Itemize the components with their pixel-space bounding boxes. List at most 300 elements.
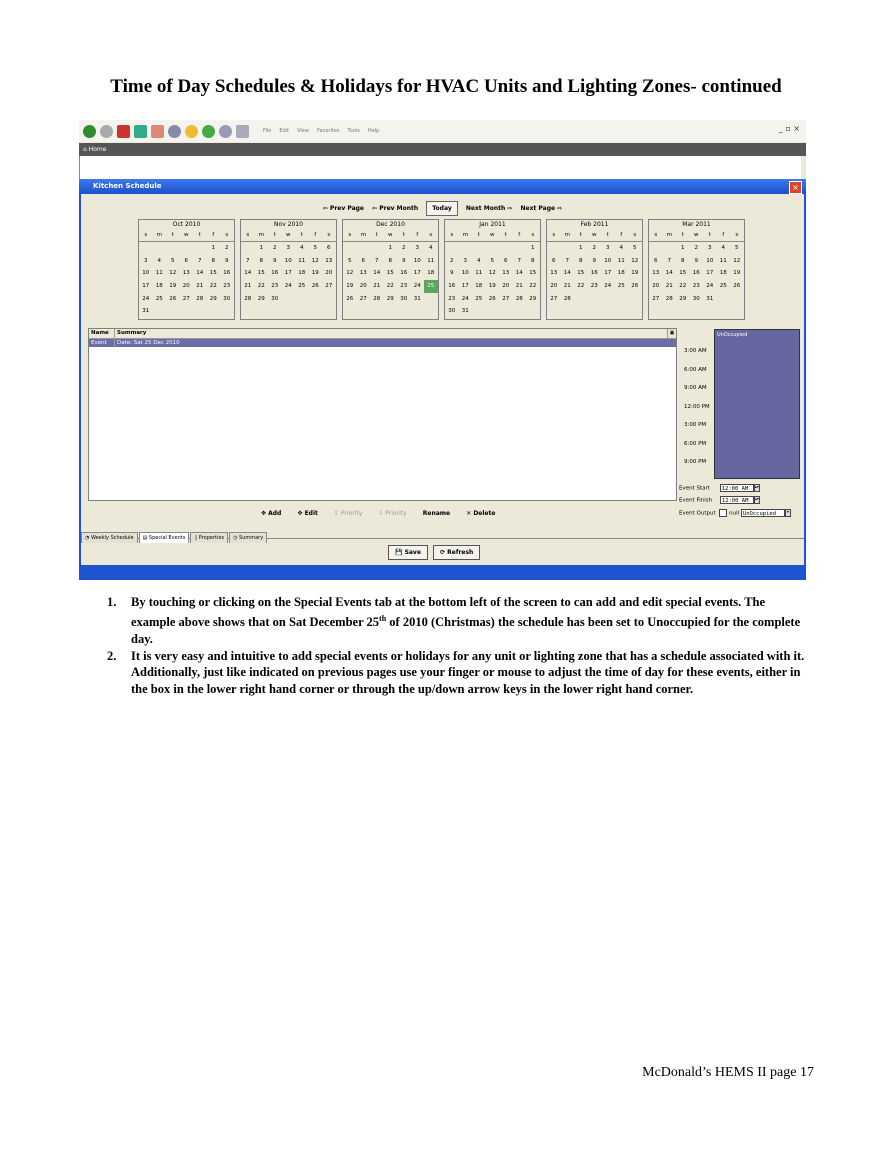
day-cell[interactable]: 28: [373, 295, 381, 302]
day-cell[interactable]: 2: [694, 245, 698, 251]
start-spinner-icon[interactable]: ▴▾: [754, 484, 760, 492]
day-cell[interactable]: 4: [300, 245, 304, 251]
day-cell[interactable]: 18: [475, 283, 483, 290]
week-row: [547, 293, 642, 306]
day-cell: [649, 305, 663, 318]
day-cell: [676, 305, 690, 318]
day-cell[interactable]: 17: [284, 270, 292, 277]
day-cell[interactable]: 11: [155, 270, 163, 277]
list-text-continued: of 2010 (Christmas) the schedule has been set to Unoccupied for the complete day.: [131, 614, 801, 646]
day-cell[interactable]: 14: [244, 270, 252, 277]
month-title: Dec 2010: [376, 221, 405, 228]
day-cell[interactable]: 24: [284, 283, 292, 290]
day-cell[interactable]: 19: [311, 270, 319, 277]
tab-properties[interactable]: [190, 532, 228, 543]
tab-special-events[interactable]: [139, 532, 190, 543]
week-row: [139, 293, 234, 306]
day-cell[interactable]: 12: [631, 257, 639, 264]
day-cell[interactable]: 11: [427, 257, 435, 264]
day-cell[interactable]: 7: [667, 257, 671, 264]
day-cell[interactable]: 30: [692, 295, 700, 302]
day-cell: [574, 293, 588, 306]
day-cell: [193, 242, 207, 255]
day-cell[interactable]: 31: [706, 295, 714, 302]
time-grid[interactable]: [714, 329, 800, 479]
day-cell[interactable]: 12: [488, 270, 496, 277]
day-cell[interactable]: 26: [631, 283, 639, 290]
day-cell[interactable]: 6: [654, 257, 658, 264]
day-cell[interactable]: 28: [196, 295, 204, 302]
edit-button[interactable]: ✥ Edit: [297, 510, 318, 517]
day-cell[interactable]: 6: [361, 257, 365, 264]
week-row: [343, 305, 438, 318]
day-cell[interactable]: 4: [477, 257, 481, 264]
day-cell[interactable]: 23: [271, 283, 279, 290]
weekday-label: s: [633, 232, 637, 238]
day-cell[interactable]: 16: [400, 270, 408, 277]
day-cell[interactable]: 7: [375, 257, 379, 264]
day-cell[interactable]: 3: [463, 257, 467, 264]
day-cell[interactable]: 8: [211, 257, 215, 264]
day-cell: [628, 305, 642, 318]
day-cell[interactable]: 9: [225, 257, 229, 264]
day-cell: [445, 242, 459, 255]
day-cell[interactable]: 31: [142, 308, 150, 315]
event-summary-cell: Date: Sat 25 Dec 2010: [117, 340, 180, 346]
week-row: [445, 280, 540, 293]
priority-up-button[interactable]: ⇧ Priority: [333, 510, 363, 517]
event-start-label: Event Start: [679, 485, 710, 492]
table-corner-icon[interactable]: ▣: [667, 329, 676, 338]
day-cell[interactable]: 12: [346, 270, 354, 277]
day-cell[interactable]: 12: [311, 257, 319, 264]
day-cell[interactable]: 15: [529, 270, 537, 277]
day-cell[interactable]: 5: [348, 257, 352, 264]
day-cell[interactable]: 24: [142, 295, 150, 302]
day-cell[interactable]: 7: [198, 257, 202, 264]
back-icon[interactable]: [83, 125, 96, 138]
day-cell[interactable]: 22: [386, 283, 394, 290]
day-cell[interactable]: 30: [223, 295, 231, 302]
day-cell[interactable]: 18: [427, 270, 435, 277]
day-cell: [139, 242, 153, 255]
day-cell[interactable]: 12: [733, 257, 741, 264]
day-cell[interactable]: 20: [502, 283, 510, 290]
day-cell[interactable]: 9: [450, 270, 454, 277]
day-cell[interactable]: 11: [719, 257, 727, 264]
home-icon[interactable]: [151, 125, 164, 138]
table-row[interactable]: [89, 339, 676, 347]
day-cell[interactable]: 20: [359, 283, 367, 290]
day-cell[interactable]: 24: [413, 283, 421, 290]
day-cell[interactable]: 29: [529, 295, 537, 302]
day-cell[interactable]: 9: [273, 257, 277, 264]
day-cell[interactable]: 18: [719, 270, 727, 277]
day-cell[interactable]: 2: [273, 245, 277, 251]
refresh-icon[interactable]: [134, 125, 147, 138]
day-cell[interactable]: 19: [488, 283, 496, 290]
day-cell[interactable]: 31: [461, 308, 469, 315]
day-cell[interactable]: 7: [565, 257, 569, 264]
history-icon[interactable]: [202, 125, 215, 138]
day-cell[interactable]: 6: [327, 245, 331, 251]
day-cell[interactable]: 26: [488, 295, 496, 302]
day-cell[interactable]: 27: [359, 295, 367, 302]
prev-page-button[interactable]: ⇦ Prev Page: [322, 205, 365, 212]
priority-down-button[interactable]: ⇩ Priority: [378, 510, 407, 517]
day-cell[interactable]: 6: [504, 257, 508, 264]
day-cell[interactable]: 15: [386, 270, 394, 277]
day-cell[interactable]: 16: [223, 270, 231, 277]
menu-item-help[interactable]: Help: [367, 128, 380, 134]
today-button[interactable]: Today: [426, 201, 458, 216]
day-cell[interactable]: 2: [450, 257, 454, 264]
day-cell[interactable]: 20: [652, 283, 660, 290]
day-cell[interactable]: 10: [461, 270, 469, 277]
day-cell[interactable]: 28: [244, 295, 252, 302]
day-cell[interactable]: 23: [400, 283, 408, 290]
day-cell[interactable]: 25: [155, 295, 163, 302]
day-cell[interactable]: 8: [579, 257, 583, 264]
day-cell[interactable]: 18: [155, 283, 163, 290]
day-cell[interactable]: 20: [182, 283, 190, 290]
week-row: [547, 280, 642, 293]
day-cell[interactable]: 5: [313, 245, 317, 251]
day-cell: [384, 305, 398, 318]
day-cell[interactable]: 10: [706, 257, 714, 264]
day-cell[interactable]: 30: [271, 295, 279, 302]
day-cell[interactable]: 27: [182, 295, 190, 302]
day-cell[interactable]: 27: [325, 283, 333, 290]
day-cell[interactable]: 22: [679, 283, 687, 290]
window-title: Kitchen Schedule: [79, 179, 806, 194]
day-cell[interactable]: 13: [502, 270, 510, 277]
day-cell[interactable]: 29: [679, 295, 687, 302]
day-cell[interactable]: 8: [388, 257, 392, 264]
day-cell[interactable]: 21: [665, 283, 673, 290]
day-cell[interactable]: 8: [259, 257, 263, 264]
menu-item-edit[interactable]: Edit: [279, 128, 290, 134]
menu-item-view[interactable]: View: [297, 128, 309, 134]
day-cell[interactable]: 13: [359, 270, 367, 277]
weekday-label: w: [286, 232, 291, 238]
stop-icon[interactable]: [117, 125, 130, 138]
day-cell[interactable]: 9: [402, 257, 406, 264]
day-cell[interactable]: 10: [604, 257, 612, 264]
day-cell[interactable]: 4: [721, 245, 725, 251]
next-month-button[interactable]: Next Month ⇨: [465, 205, 513, 212]
day-cell[interactable]: 9: [694, 257, 698, 264]
day-cell[interactable]: 11: [617, 257, 625, 264]
day-cell[interactable]: 23: [448, 295, 456, 302]
day-cell[interactable]: 19: [733, 270, 741, 277]
weekday-label: t: [708, 232, 711, 238]
weekday-label: f: [416, 232, 419, 238]
day-cell[interactable]: 24: [604, 283, 612, 290]
day-cell[interactable]: 10: [413, 257, 421, 264]
day-cell: [486, 242, 500, 255]
month-calendar: [240, 219, 337, 320]
day-cell[interactable]: 1: [681, 245, 685, 251]
forward-icon[interactable]: [100, 125, 113, 138]
day-cell[interactable]: 1: [259, 245, 263, 251]
week-row: [445, 293, 540, 306]
menu-item-file[interactable]: File: [263, 128, 272, 134]
month-title: Jan 2011: [479, 221, 506, 228]
day-cell[interactable]: 19: [346, 283, 354, 290]
weekday-label: s: [225, 232, 229, 238]
day-cell[interactable]: 7: [517, 257, 521, 264]
screenshot: [79, 120, 806, 580]
day-cell: [241, 305, 255, 318]
day-cell[interactable]: 14: [373, 270, 381, 277]
day-cell: [601, 305, 615, 318]
day-cell[interactable]: 14: [196, 270, 204, 277]
day-cell[interactable]: 16: [692, 270, 700, 277]
day-cell[interactable]: 24: [461, 295, 469, 302]
week-row: [139, 305, 234, 318]
day-cell: [207, 305, 221, 318]
day-cell[interactable]: 24: [706, 283, 714, 290]
day-cell[interactable]: 5: [490, 257, 494, 264]
day-cell[interactable]: 17: [604, 270, 612, 277]
day-cell[interactable]: 25: [719, 283, 727, 290]
day-cell[interactable]: 26: [733, 283, 741, 290]
day-cell[interactable]: 13: [652, 270, 660, 277]
event-finish-input[interactable]: 12:00 AM: [720, 496, 754, 504]
day-cell[interactable]: 14: [515, 270, 523, 277]
day-cell[interactable]: 5: [171, 257, 175, 264]
search-icon[interactable]: [168, 125, 181, 138]
day-cell[interactable]: 1: [579, 245, 583, 251]
day-cell[interactable]: 26: [169, 295, 177, 302]
day-cell[interactable]: 31: [413, 295, 421, 302]
null-checkbox[interactable]: [719, 509, 727, 517]
day-cell[interactable]: 3: [144, 257, 148, 264]
finish-spinner-icon[interactable]: ▴▾: [754, 496, 760, 504]
day-cell[interactable]: 20: [325, 270, 333, 277]
day-cell[interactable]: 22: [209, 283, 217, 290]
week-row: [241, 267, 336, 280]
day-cell[interactable]: 28: [563, 295, 571, 302]
mail-icon[interactable]: [219, 125, 232, 138]
day-cell: [322, 305, 336, 318]
day-cell[interactable]: 17: [461, 283, 469, 290]
day-cell[interactable]: 5: [735, 245, 739, 251]
day-cell[interactable]: 23: [590, 283, 598, 290]
day-cell[interactable]: 17: [142, 283, 150, 290]
day-cell[interactable]: 28: [515, 295, 523, 302]
weekday-label: s: [348, 232, 352, 238]
day-cell[interactable]: 22: [529, 283, 537, 290]
weekday-header: [241, 230, 336, 242]
day-cell[interactable]: 9: [592, 257, 596, 264]
next-page-button[interactable]: Next Page ⇨: [520, 205, 563, 212]
week-row: [547, 305, 642, 318]
day-cell[interactable]: 6: [184, 257, 188, 264]
day-cell[interactable]: 8: [681, 257, 685, 264]
day-cell[interactable]: 2: [225, 245, 229, 251]
weekday-label: t: [579, 232, 582, 238]
favorites-icon[interactable]: [185, 125, 198, 138]
day-cell[interactable]: 1: [211, 245, 215, 251]
weekday-label: w: [490, 232, 495, 238]
window-controls[interactable]: _ ▫ ×: [778, 124, 800, 133]
day-cell: [357, 242, 371, 255]
tab-bar: [81, 524, 804, 539]
weekday-label: s: [552, 232, 556, 238]
day-cell: [357, 305, 371, 318]
day-cell[interactable]: 18: [298, 270, 306, 277]
day-cell[interactable]: 26: [311, 283, 319, 290]
day-cell[interactable]: 29: [209, 295, 217, 302]
tab-summary[interactable]: [229, 532, 267, 543]
day-cell[interactable]: 11: [475, 270, 483, 277]
day-cell[interactable]: 3: [708, 245, 712, 251]
day-cell[interactable]: 14: [563, 270, 571, 277]
day-cell[interactable]: 16: [448, 283, 456, 290]
day-cell[interactable]: 30: [448, 308, 456, 315]
day-cell[interactable]: 23: [223, 283, 231, 290]
day-cell[interactable]: 21: [563, 283, 571, 290]
day-cell[interactable]: 11: [298, 257, 306, 264]
home-label[interactable]: Home: [88, 146, 107, 153]
week-row: [139, 267, 234, 280]
day-cell: [370, 242, 384, 255]
print-icon[interactable]: [236, 125, 249, 138]
day-cell[interactable]: 30: [400, 295, 408, 302]
day-cell[interactable]: 10: [142, 270, 150, 277]
day-cell[interactable]: 29: [386, 295, 394, 302]
weekday-label: w: [592, 232, 597, 238]
week-row: [649, 293, 744, 306]
day-cell[interactable]: 16: [271, 270, 279, 277]
day-cell[interactable]: 17: [706, 270, 714, 277]
day-cell[interactable]: 8: [531, 257, 535, 264]
day-cell[interactable]: 19: [169, 283, 177, 290]
day-cell[interactable]: 18: [617, 270, 625, 277]
day-cell[interactable]: 15: [257, 270, 265, 277]
day-cell[interactable]: 22: [257, 283, 265, 290]
time-label: 9:00 PM: [684, 459, 707, 465]
week-row: [139, 242, 234, 255]
save-button[interactable]: 💾 Save: [388, 545, 428, 560]
day-cell[interactable]: 27: [652, 295, 660, 302]
weekday-label: t: [606, 232, 609, 238]
output-dropdown-icon[interactable]: ▾: [785, 509, 791, 517]
day-cell[interactable]: 25: [298, 283, 306, 290]
weekday-label: m: [156, 232, 162, 238]
day-cell: [690, 305, 704, 318]
day-cell[interactable]: 23: [692, 283, 700, 290]
day-cell[interactable]: 29: [257, 295, 265, 302]
column-name[interactable]: Name: [89, 329, 115, 338]
day-cell: [397, 305, 411, 318]
event-start-input[interactable]: 12:00 AM: [720, 484, 754, 492]
prev-month-button[interactable]: ⇦ Prev Month: [372, 205, 419, 212]
day-cell[interactable]: 3: [606, 245, 610, 251]
save-label: Save: [404, 549, 421, 556]
day-cell[interactable]: 27: [502, 295, 510, 302]
week-row: [343, 280, 438, 293]
menu-item-tools[interactable]: Tools: [347, 128, 360, 134]
day-cell: [703, 305, 717, 318]
month-title: Feb 2011: [580, 221, 609, 228]
day-cell[interactable]: 26: [346, 295, 354, 302]
day-cell[interactable]: 25: [475, 295, 483, 302]
day-cell[interactable]: 25: [617, 283, 625, 290]
day-cell[interactable]: 2: [592, 245, 596, 251]
event-output-row: [679, 509, 791, 517]
day-cell[interactable]: 6: [552, 257, 556, 264]
day-cell[interactable]: 27: [550, 295, 558, 302]
refresh-button[interactable]: ⟳ Refresh: [433, 545, 480, 560]
day-cell[interactable]: 21: [196, 283, 204, 290]
day-cell[interactable]: 2: [402, 245, 406, 251]
day-cell[interactable]: 21: [373, 283, 381, 290]
day-cell[interactable]: 15: [209, 270, 217, 277]
day-cell: [309, 293, 323, 306]
day-cell[interactable]: 22: [577, 283, 585, 290]
rename-button[interactable]: Rename: [422, 510, 451, 517]
day-cell[interactable]: 13: [550, 270, 558, 277]
window-status-bar: [79, 565, 806, 580]
delete-button[interactable]: ✕ Delete: [466, 510, 496, 517]
day-cell[interactable]: 3: [286, 245, 290, 251]
day-cell[interactable]: 1: [531, 245, 535, 251]
day-cell[interactable]: 4: [429, 245, 433, 251]
day-cell[interactable]: 13: [182, 270, 190, 277]
day-cell[interactable]: 19: [631, 270, 639, 277]
day-cell[interactable]: 10: [284, 257, 292, 264]
day-cell[interactable]: 5: [633, 245, 637, 251]
day-cell: [424, 293, 438, 306]
day-cell[interactable]: 3: [415, 245, 419, 251]
menu-item-favorites[interactable]: Favorites: [316, 128, 340, 134]
day-cell: [615, 305, 629, 318]
day-cell: [343, 305, 357, 318]
day-cell[interactable]: 1: [388, 245, 392, 251]
day-cell[interactable]: 7: [246, 257, 250, 264]
day-cell[interactable]: 28: [665, 295, 673, 302]
weekday-label: t: [477, 232, 480, 238]
day-cell: [268, 305, 282, 318]
day-cell[interactable]: 4: [619, 245, 623, 251]
week-row: [139, 280, 234, 293]
day-cell[interactable]: 14: [665, 270, 673, 277]
day-cell[interactable]: 17: [413, 270, 421, 277]
weekday-label: s: [450, 232, 454, 238]
day-cell[interactable]: 4: [157, 257, 161, 264]
day-cell[interactable]: 21: [515, 283, 523, 290]
column-summary[interactable]: Summary: [117, 330, 147, 336]
day-cell[interactable]: 15: [577, 270, 585, 277]
day-cell[interactable]: 16: [590, 270, 598, 277]
day-cell[interactable]: 12: [169, 270, 177, 277]
day-cell[interactable]: 21: [244, 283, 252, 290]
tab-weekly-schedule[interactable]: [81, 532, 138, 543]
day-cell[interactable]: 25: [424, 280, 438, 293]
events-table-header: [89, 329, 676, 339]
day-cell[interactable]: 20: [550, 283, 558, 290]
day-cell[interactable]: 13: [325, 257, 333, 264]
day-cell: [193, 305, 207, 318]
add-button[interactable]: ✥ Add: [261, 510, 282, 517]
event-output-select[interactable]: UnOccupied: [741, 509, 785, 517]
week-row: [241, 255, 336, 268]
close-icon[interactable]: ×: [789, 181, 802, 194]
day-cell[interactable]: 15: [679, 270, 687, 277]
